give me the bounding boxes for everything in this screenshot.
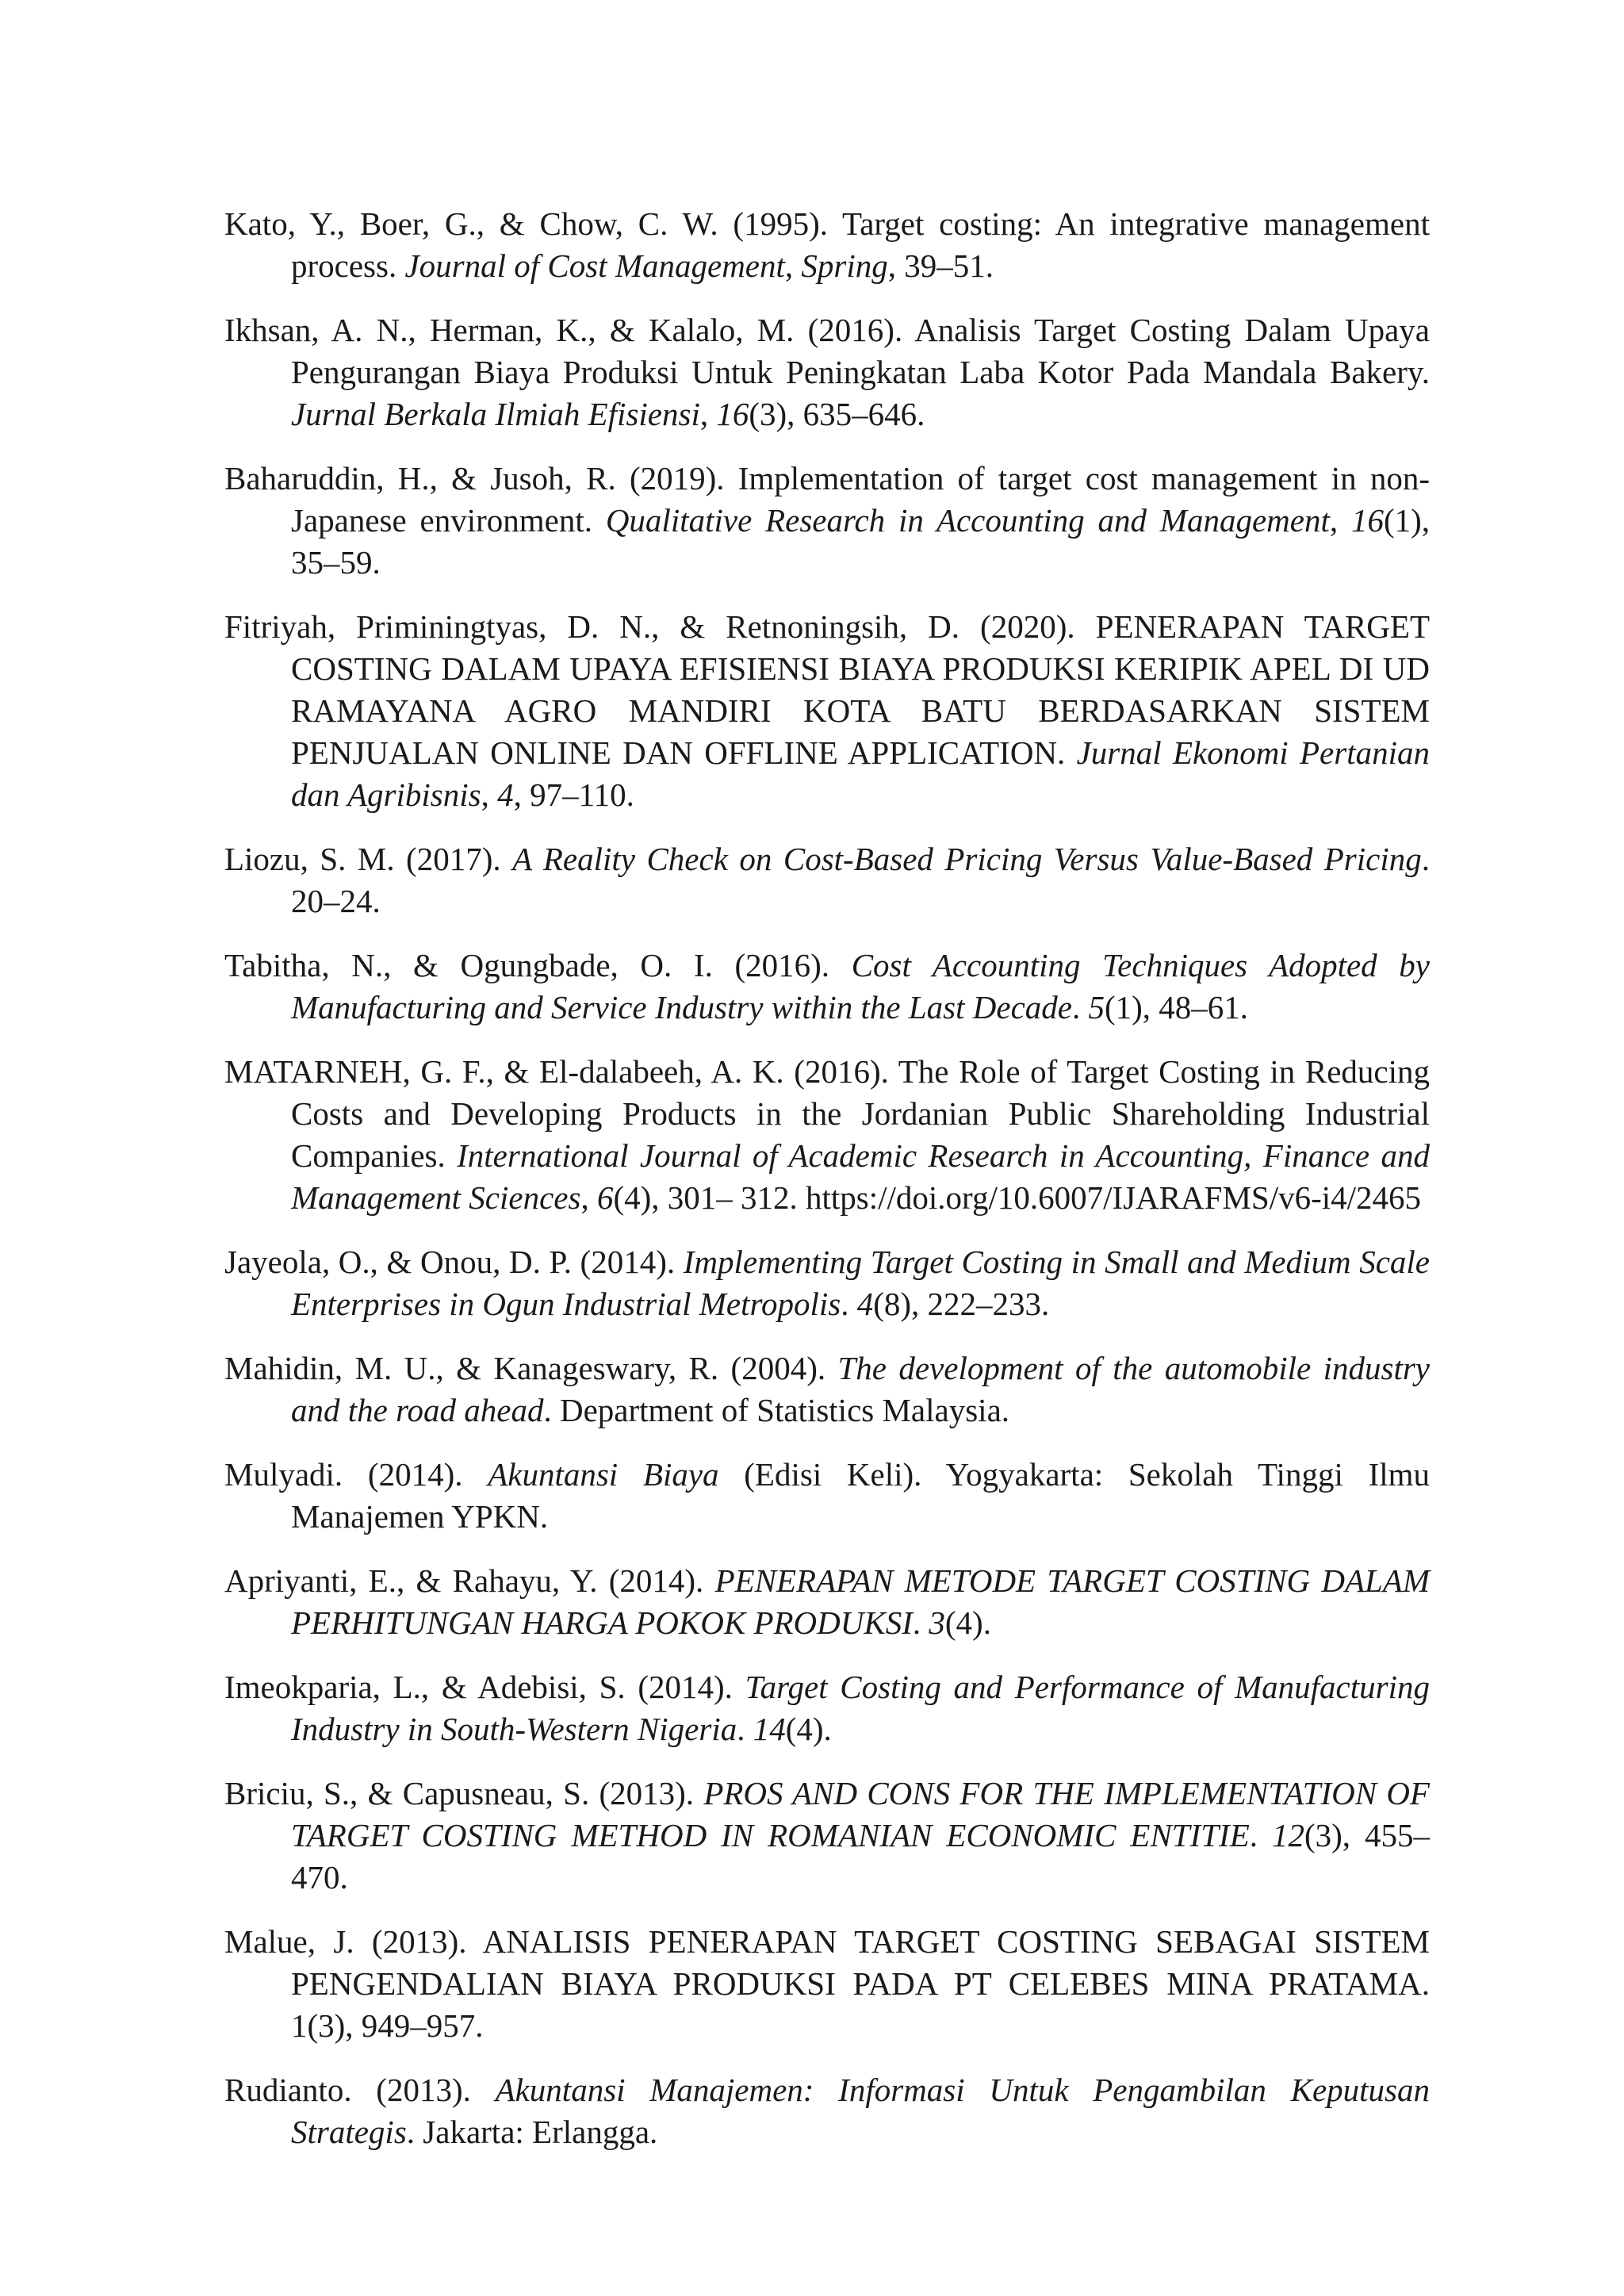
reference-italic-text: International Journal of Academic Research in Accounting, Finance and Management Sciences [291, 1137, 1431, 1216]
reference-entry [224, 203, 1430, 287]
reference-italic-text: Implementing Target Costing in Small and Medium Scale Enterprises in Ogun Industrial Metropolis [291, 1244, 1430, 1322]
reference-italic-text: Target Costing and Performance of Manufacturing Industry in South-Western Nigeria [291, 1669, 1430, 1747]
reference-text: (4). [944, 1604, 991, 1641]
reference-text: Briciu, S., & Capusneau, S. (2013). [224, 1775, 704, 1811]
reference-text: (4). [785, 1711, 832, 1747]
reference-text: Malue, J. (2013). ANALISIS PENERAPAN TARGET COSTING SEBAGAI SISTEM PENGENDALIAN BIAYA PRODUKSI PADA PT CELEBES MINA PRATAMA. 1(3), 949–957. [224, 1923, 1430, 2044]
reference-italic-text: Journal of Cost Management [404, 247, 785, 284]
reference-entry [224, 1347, 1430, 1432]
reference-italic-text: 16 [716, 396, 749, 432]
reference-entry [224, 1454, 1430, 1538]
reference-italic-text: 6 [596, 1179, 614, 1216]
reference-text: Mahidin, M. U., & Kanageswary, R. (2004). [224, 1350, 838, 1386]
reference-entry [224, 838, 1430, 922]
reference-text: Baharuddin, H., & Jusoh, R. (2019). Implementation of target cost management in non-Japanese environment. [224, 460, 1430, 539]
reference-text: MATARNEH, G. F., & El-dalabeeh, A. K. (2016). The Role of Target Costing in Reducing Costs and Developing Products in the Jordanian Public Shareholding Industrial Companies. [224, 1053, 1430, 1174]
reference-italic-text: Akuntansi Biaya [488, 1456, 719, 1493]
reference-text: . [912, 1604, 929, 1641]
reference-italic-text: 14 [753, 1711, 786, 1747]
reference-italic-text: Jurnal Berkala Ilmiah Efisiensi [291, 396, 700, 432]
reference-italic-text: Jurnal Ekonomi Pertanian dan Agribisnis [291, 734, 1430, 813]
reference-text: . [1071, 989, 1089, 1025]
reference-entry [224, 1051, 1430, 1219]
reference-text: (1), 35–59. [291, 502, 1430, 581]
reference-italic-text: Qualitative Research in Accounting and Management [605, 502, 1330, 539]
reference-text: . 20–24. [291, 841, 1430, 919]
reference-text: . Jakarta: Erlangga. [406, 2114, 658, 2150]
reference-text: . [737, 1711, 753, 1747]
reference-text: (4), 301– 312. https://doi.org/10.6007/IJARAFMS/v6-i4/2465 [613, 1179, 1422, 1216]
reference-text: (3), 455–470. [291, 1817, 1430, 1895]
reference-text: (Edisi Keli). Yogyakarta: Sekolah Tinggi Ilmu Manajemen YPKN. [291, 1456, 1430, 1535]
reference-text: . [841, 1286, 857, 1322]
reference-text: , [699, 396, 717, 432]
reference-list [224, 203, 1430, 2175]
reference-text: Ikhsan, A. N., Herman, K., & Kalalo, M. (2016). Analisis Target Costing Dalam Upaya Pengurangan Biaya Produksi Untuk Peningkatan Laba Kotor Pada Mandala Bakery. [224, 312, 1430, 390]
reference-italic-text: Cost Accounting Techniques Adopted by Manufacturing and Service Industry within the Last Decade [291, 947, 1430, 1025]
reference-text: , [481, 776, 498, 813]
reference-text: Jayeola, O., & Onou, D. P. (2014). [224, 1244, 684, 1280]
reference-entry [224, 458, 1430, 584]
reference-entry [224, 1666, 1430, 1750]
reference-entry [224, 309, 1430, 435]
reference-text: Mulyadi. (2014). [224, 1456, 488, 1493]
reference-text: Rudianto. (2013). [224, 2072, 496, 2108]
reference-entry [224, 606, 1430, 816]
reference-entry [224, 945, 1430, 1029]
reference-text: , [580, 1179, 597, 1216]
reference-italic-text: The development of the automobile industry and the road ahead [291, 1350, 1430, 1428]
reference-entry [224, 1921, 1430, 2047]
reference-italic-text: 5 [1088, 989, 1105, 1025]
reference-italic-text: PENERAPAN METODE TARGET COSTING DALAM PERHITUNGAN HARGA POKOK PRODUKSI [291, 1562, 1431, 1641]
reference-entry [224, 1773, 1430, 1899]
reference-text: , 97–110. [513, 776, 634, 813]
reference-text: Liozu, S. M. (2017). [224, 841, 513, 877]
reference-italic-text: 4 [497, 776, 514, 813]
reference-italic-text: Spring [801, 247, 888, 284]
reference-text: , [784, 247, 802, 284]
reference-text: (3), 635–646. [749, 396, 925, 432]
reference-italic-text: 12 [1271, 1817, 1304, 1853]
reference-italic-text: 4 [856, 1286, 874, 1322]
reference-text: Apriyanti, E., & Rahayu, Y. (2014). [224, 1562, 715, 1599]
reference-text: , 39–51. [887, 247, 994, 284]
reference-italic-text: Akuntansi Manajemen: Informasi Untuk Pengambilan Keputusan Strategis [291, 2072, 1430, 2150]
reference-text: . [1249, 1817, 1272, 1853]
reference-text: . Department of Statistics Malaysia. [543, 1392, 1010, 1428]
reference-italic-text: 16 [1350, 502, 1384, 539]
reference-entry [224, 2069, 1430, 2153]
reference-entry [224, 1241, 1430, 1325]
reference-entry [224, 1560, 1430, 1644]
reference-text: Fitriyah, Priminingtyas, D. N., & Retnoningsih, D. (2020). PENERAPAN TARGET COSTING DALAM UPAYA EFISIENSI BIAYA PRODUKSI KERIPIK APEL DI UD RAMAYANA AGRO MANDIRI KOTA BATU BERDASARKAN SISTEM PENJUALAN ONLINE DAN OFFLINE APPLICATION. [224, 608, 1430, 771]
reference-text: (1), 48–61. [1104, 989, 1249, 1025]
reference-text: Imeokparia, L., & Adebisi, S. (2014). [224, 1669, 745, 1705]
reference-text: Tabitha, N., & Ogungbade, O. I. (2016). [224, 947, 852, 983]
reference-text: (8), 222–233. [873, 1286, 1050, 1322]
reference-italic-text: A Reality Check on Cost-Based Pricing Versus Value-Based Pricing [512, 841, 1422, 877]
reference-italic-text: PROS AND CONS FOR THE IMPLEMENTATION OF TARGET COSTING METHOD IN ROMANIAN ECONOMIC ENTITIE [291, 1775, 1430, 1853]
reference-italic-text: 3 [929, 1604, 945, 1641]
reference-text: , [1329, 502, 1351, 539]
reference-text: Kato, Y., Boer, G., & Chow, C. W. (1995). Target costing: An integrative management process. [224, 205, 1430, 284]
